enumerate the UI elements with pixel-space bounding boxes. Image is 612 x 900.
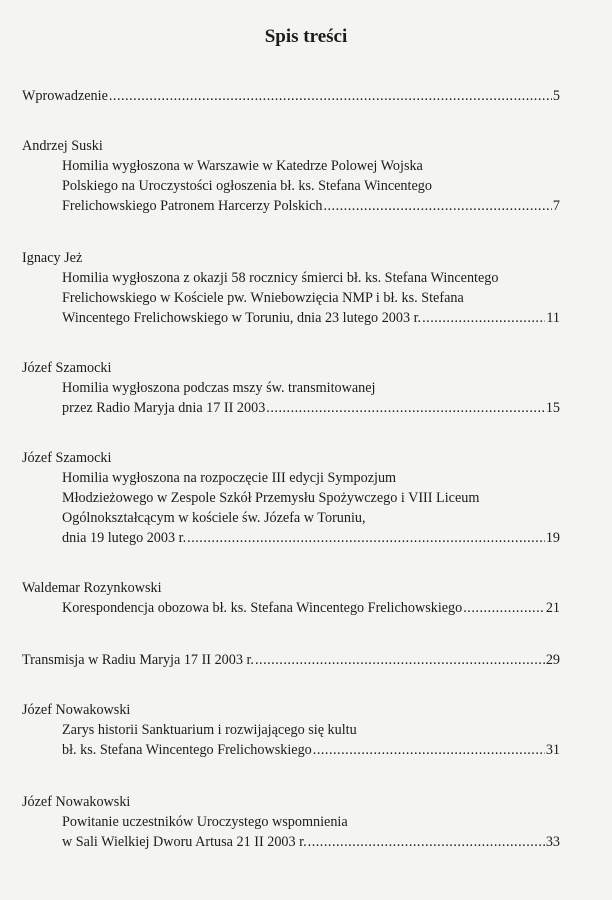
- toc-entry-transmission[interactable]: [22, 650, 560, 670]
- toc-entry-line: [62, 740, 560, 760]
- toc-title-line: Frelichowskiego Patronem Harcerzy Polskich: [62, 198, 323, 214]
- toc-page-number: 15: [545, 400, 560, 416]
- toc-title-line: Zarys historii Sanktuarium i rozwijającego się kultu: [62, 722, 357, 738]
- toc-author: Józef Szamocki: [22, 360, 112, 376]
- toc-entry-line: [62, 196, 560, 216]
- toc-page-number: 5: [552, 88, 560, 104]
- toc-entry-line: [62, 528, 560, 548]
- toc-leader-dots: [323, 196, 551, 216]
- toc-title-line: Homilia wygłoszona z okazji 58 rocznicy śmierci bł. ks. Stefana Wincentego: [62, 270, 499, 286]
- toc-author: Józef Szamocki: [22, 450, 112, 466]
- toc-entry-line: [62, 832, 560, 852]
- toc-entry-introduction[interactable]: [22, 86, 560, 106]
- toc-leader-dots: [109, 86, 552, 106]
- toc-entry-title: Transmisja w Radiu Maryja 17 II 2003 r.: [22, 652, 254, 668]
- toc-author: Waldemar Rozynkowski: [22, 580, 162, 596]
- toc-page-number: 11: [546, 310, 560, 326]
- toc-title-line: Homilia wygłoszona na rozpoczęcie III edycji Sympozjum: [62, 470, 397, 486]
- toc-author: Andrzej Suski: [22, 138, 103, 154]
- toc-page-number: 19: [545, 530, 560, 546]
- toc-title-line: w Sali Wielkiej Dworu Artusa 21 II 2003 r.: [62, 834, 307, 850]
- toc-entry-szamocki-2[interactable]: [22, 448, 560, 548]
- toc-title-line: Powitanie uczestników Uroczystego wspomnienia: [62, 814, 348, 830]
- toc-leader-dots: [255, 650, 545, 670]
- toc-leader-dots: [308, 832, 545, 852]
- toc-title-line: Wincentego Frelichowskiego w Toruniu, dnia 23 lutego 2003 r.: [62, 310, 422, 326]
- page-title: Spis treści: [264, 26, 348, 47]
- toc-entry-rozynkowski[interactable]: [22, 578, 560, 618]
- toc-leader-dots: [463, 598, 545, 618]
- toc-entry-line: [62, 398, 560, 418]
- toc-entry-nowakowski-1[interactable]: [22, 700, 560, 760]
- toc-title-line: Młodzieżowego w Zespole Szkół Przemysłu Spożywczego i VIII Liceum: [62, 490, 480, 506]
- toc-entry-line: [62, 308, 560, 328]
- toc-leader-dots: [422, 308, 545, 328]
- toc-entry-line: [62, 598, 560, 618]
- toc-entry-suski[interactable]: [22, 136, 560, 216]
- toc-title-line: przez Radio Maryja dnia 17 II 2003: [62, 400, 266, 416]
- toc-title-line: Frelichowskiego w Kościele pw. Wniebowzięcia NMP i bł. ks. Stefana: [62, 290, 464, 306]
- toc-entry-szamocki-1[interactable]: [22, 358, 560, 418]
- toc-entry-line: [22, 650, 560, 670]
- toc-leader-dots: [313, 740, 545, 760]
- toc-entry-nowakowski-2[interactable]: [22, 792, 560, 852]
- toc-entry-title: Wprowadzenie: [22, 88, 108, 104]
- toc-entry-jez[interactable]: [22, 248, 560, 328]
- toc-page-number: 21: [545, 600, 560, 616]
- toc-title-line: bł. ks. Stefana Wincentego Frelichowskiego: [62, 742, 312, 758]
- toc-page-number: 33: [545, 834, 560, 850]
- toc-page-number: 7: [552, 198, 560, 214]
- toc-author: Ignacy Jeż: [22, 250, 83, 266]
- toc-author: Józef Nowakowski: [22, 702, 131, 718]
- toc-entry-line: [22, 86, 560, 106]
- toc-title-line: Homilia wygłoszona podczas mszy św. transmitowanej: [62, 380, 376, 396]
- toc-page-number: 31: [545, 742, 560, 758]
- toc-page-number: 29: [545, 652, 560, 668]
- toc-leader-dots: [187, 528, 545, 548]
- toc-title-line: Korespondencja obozowa bł. ks. Stefana Wincentego Frelichowskiego: [62, 600, 463, 616]
- toc-leader-dots: [266, 398, 545, 418]
- toc-title-line: dnia 19 lutego 2003 r.: [62, 530, 187, 546]
- toc-author: Józef Nowakowski: [22, 794, 131, 810]
- toc-title-line: Polskiego na Uroczystości ogłoszenia bł. ks. Stefana Wincentego: [62, 178, 432, 194]
- toc-title-line: Ogólnokształcącym w kościele św. Józefa w Toruniu,: [62, 510, 366, 526]
- toc-title-line: Homilia wygłoszona w Warszawie w Katedrze Polowej Wojska: [62, 158, 423, 174]
